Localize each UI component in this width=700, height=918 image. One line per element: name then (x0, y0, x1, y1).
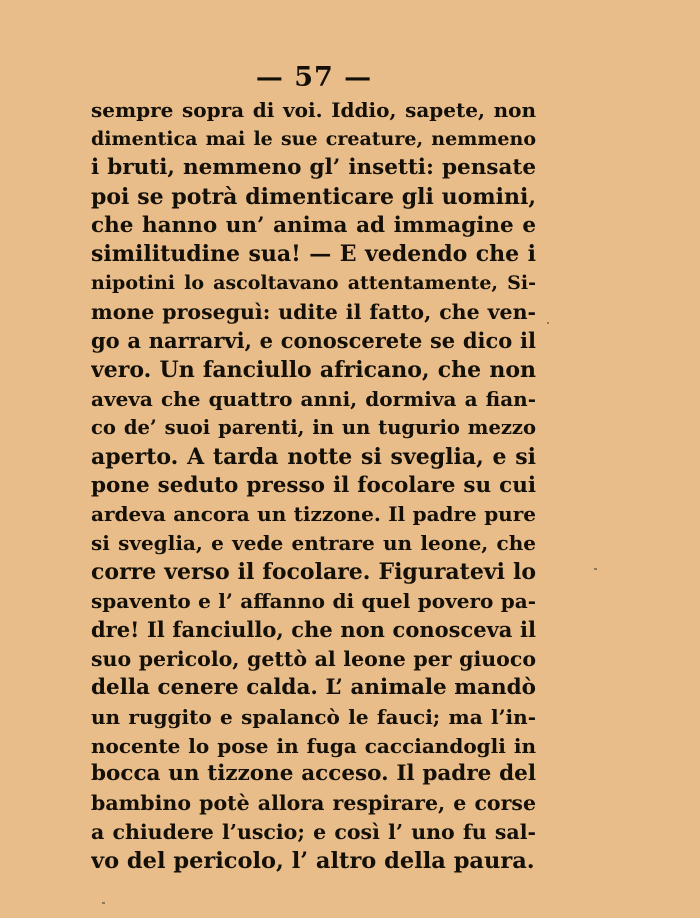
text-line: go a narrarvi, e conoscerete se dico il (91, 328, 536, 354)
text-line: si sveglia, e vede entrare un leone, che (91, 531, 536, 556)
text-line: che hanno un’ anima ad immagine e (91, 212, 536, 238)
text-line: sempre sopra di voi. Iddio, sapete, non (91, 98, 536, 122)
text-line: corre verso il focolare. Figuratevi lo (91, 559, 536, 586)
paper-speck (102, 902, 105, 904)
text-line: un ruggito e spalancò le fauci; ma l’in- (91, 704, 536, 729)
text-line: co de’ suoi parenti, in un tugurio mezzo (91, 415, 536, 439)
text-line: bocca un tizzone acceso. Il padre del (91, 761, 536, 787)
text-line: bambino potè allora respirare, e corse (91, 791, 536, 816)
text-line: nipotini lo ascoltavano attentamente, Si- (91, 272, 536, 295)
paper-speck (547, 322, 549, 324)
text-line: nocente lo pose in fuga cacciandogli in (91, 733, 536, 758)
text-line: suo pericolo, gettò al leone per giuoco (91, 646, 536, 671)
text-line: aperto. A tarda notte si sveglia, e si (91, 443, 536, 470)
text-line: pone seduto presso il focolare su cui (91, 472, 536, 498)
text-line: dimentica mai le sue creature, nemmeno (91, 127, 536, 150)
text-line: spavento e l’ affanno di quel povero pa- (91, 589, 536, 614)
text-line: della cenere calda. L’ animale mandò (91, 674, 536, 700)
text-line: dre! Il fanciullo, che non conosceva il (91, 617, 536, 643)
text-line: ardeva ancora un tizzone. Il padre pure (91, 502, 536, 527)
text-line: i bruti, nemmeno gl’ insetti: pensate (91, 154, 536, 180)
body-text (91, 96, 536, 876)
text-line: vero. Un fanciullo africano, che non (91, 357, 536, 384)
text-line: a chiudere l’uscio; e così l’ uno fu sal- (91, 820, 536, 845)
paper-speck (594, 568, 597, 570)
text-line: similitudine sua! — E vedendo che i (91, 241, 536, 268)
text-line: vo del pericolo, l’ altro della paura. (91, 848, 535, 875)
page-number: — 57 — (255, 62, 373, 93)
text-line: aveva che quattro anni, dormiva a fian- (91, 386, 536, 411)
text-line: mone proseguì: udite il fatto, che ven- (91, 300, 536, 325)
text-line: poi se potrà dimenticare gli uomini, (91, 183, 536, 210)
